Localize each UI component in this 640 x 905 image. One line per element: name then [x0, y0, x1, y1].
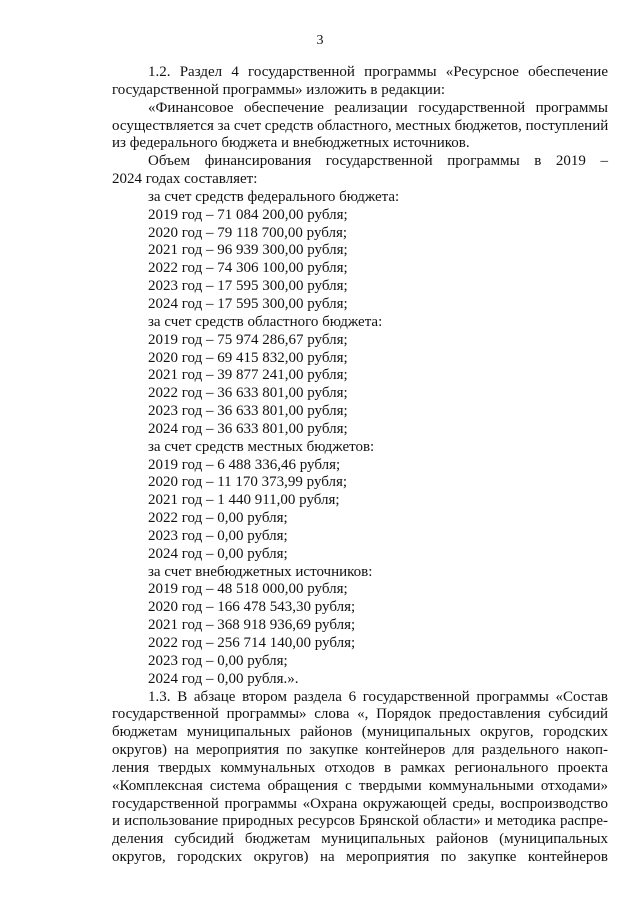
paragraph-quote-intro [112, 100, 608, 154]
text-line: бюджетам муниципальных районов (муниципальных округов, городских [112, 724, 608, 741]
list-item: 2024 год – 0,00 рубля; [148, 545, 288, 562]
text-line: 1.3. В абзаце втором раздела 6 государственной программы «Состав [148, 688, 608, 705]
list-item: 2019 год – 75 974 286,67 рубля; [148, 331, 348, 348]
local-budget-list [112, 439, 608, 564]
list-item: 2022 год – 74 306 100,00 рубля; [148, 260, 348, 277]
list-item: 2021 год – 96 939 300,00 рубля; [148, 242, 348, 259]
list-item: 2024 год – 17 595 300,00 рубля; [148, 295, 348, 312]
list-item: 2020 год – 69 415 832,00 рубля; [148, 349, 348, 366]
list-heading: за счет средств областного бюджета: [148, 313, 383, 330]
list-heading: за счет внебюджетных источников: [148, 563, 373, 580]
list-heading: за счет средств местных бюджетов: [148, 438, 375, 455]
list-item: 2020 год – 11 170 373,99 рубля; [148, 474, 348, 491]
paragraph-volume [112, 153, 608, 189]
list-item: 2022 год – 36 633 801,00 рубля; [148, 385, 348, 402]
text-line: ления твердых коммунальных отходов в рамках регионального проекта [112, 759, 608, 776]
list-item: 2021 год – 368 918 936,69 рубля; [148, 617, 356, 634]
text-line: округов) на мероприятия по закупке контейнеров для раздельного накоп- [112, 742, 608, 759]
text-line: государственной программы» слова «, Порядок предоставления субсидий [112, 706, 608, 723]
text-line: округов, городских округов) на мероприятия по закупке контейнеров [112, 849, 608, 866]
federal-budget-list [112, 189, 608, 314]
list-item: 2023 год – 0,00 рубля; [148, 652, 288, 669]
text-line: «Комплексная система обращения с твердыми коммунальными отходами» [112, 777, 608, 794]
list-item: 2023 год – 0,00 рубля; [148, 527, 288, 544]
regional-budget-list [112, 314, 608, 439]
list-item: 2019 год – 6 488 336,46 рубля; [148, 456, 341, 473]
text-line: государственной программы» изложить в редакции: [112, 81, 446, 98]
list-item: 2022 год – 256 714 140,00 рубля; [148, 635, 356, 651]
list-item: 2024 год – 36 633 801,00 рубля; [148, 420, 348, 437]
extrabudgetary-list [112, 564, 608, 689]
list-item: 2023 год – 17 595 300,00 рубля; [148, 278, 348, 295]
list-heading: за счет средств федерального бюджета: [148, 188, 400, 205]
text-line: деления субсидий бюджетам муниципальных районов (муниципальных [112, 831, 608, 848]
paragraph-1-3 [112, 689, 608, 867]
list-item: 2023 год – 36 633 801,00 рубля; [148, 403, 348, 420]
text-line: Объем финансирования государственной программы в 2019 – [148, 153, 608, 170]
text-line: «Финансовое обеспечение реализации государственной программы [148, 99, 608, 116]
text-line: и использование природных ресурсов Брянской области» и методика распре- [112, 813, 608, 830]
list-item: 2020 год – 79 118 700,00 рубля; [148, 224, 348, 241]
document-body [112, 64, 608, 867]
list-item: 2020 год – 166 478 543,30 рубля; [148, 599, 356, 616]
list-item: 2024 год – 0,00 рубля.». [148, 670, 299, 687]
paragraph-1-2 [112, 64, 608, 100]
text-line: из федерального бюджета и внебюджетных источников. [112, 135, 470, 152]
list-item: 2021 год – 39 877 241,00 рубля; [148, 367, 348, 384]
list-item: 2019 год – 48 518 000,00 рубля; [148, 581, 348, 598]
list-item: 2019 год – 71 084 200,00 рубля; [148, 206, 348, 223]
list-item: 2022 год – 0,00 рубля; [148, 510, 288, 527]
text-line: 2024 годах составляет: [112, 171, 258, 188]
text-line: 1.2. Раздел 4 государственной программы «Ресурсное обеспечение [148, 64, 608, 80]
text-line: осуществляется за счет средств областного, местных бюджетов, поступлений [112, 117, 609, 134]
text-line: государственной программы «Охрана окружающей среды, воспроизводство [112, 795, 608, 812]
page-number: 3 [316, 33, 324, 48]
list-item: 2021 год – 1 440 911,00 рубля; [148, 492, 340, 509]
